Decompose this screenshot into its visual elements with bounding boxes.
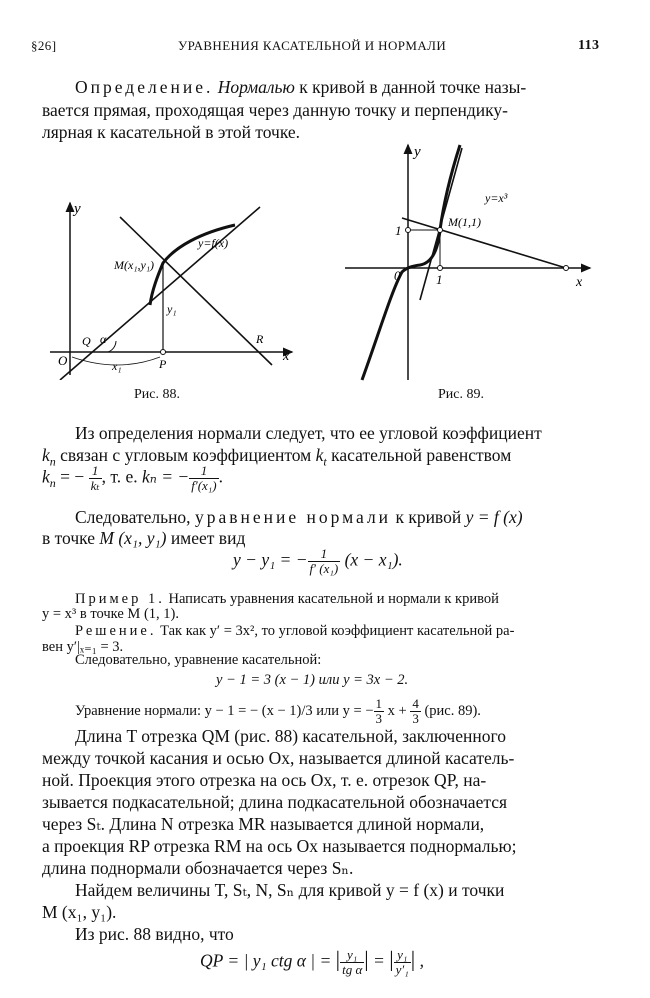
- eq-te: , т. е.: [101, 466, 142, 487]
- para2-text-2c: имеет вид: [166, 528, 246, 548]
- fig88-label-O: O: [58, 353, 68, 368]
- qp-fraction-2: [394, 948, 411, 977]
- point-P: [161, 350, 166, 355]
- qp-eq-a: QP = | y₁ ctg α | =: [200, 950, 336, 971]
- fraction-denominator: kₜ: [90, 478, 100, 493]
- fig88-label-curve: y=f(x): [198, 236, 229, 250]
- fig88-label-y: y: [74, 201, 81, 217]
- section-number: §26]: [31, 38, 57, 53]
- para1-equation: [42, 464, 223, 494]
- qp-equation: QP = | y₁ ctg α | = | $\frac{\text{y₁}}{\text{tg α}}$ | = | $\frac{\text{y₁}}{\text{y′₁}}$ | ,: [200, 946, 424, 977]
- para2-text-2a: в точке: [42, 528, 100, 548]
- fig88-label-alpha: α: [100, 332, 107, 346]
- qp-eq-b: =: [368, 950, 390, 971]
- angle-arc: [108, 341, 116, 352]
- para3-line-4: зывается подкасательной; длина подкасательной обозначается: [42, 792, 508, 812]
- definition-line-1-rest: к кривой в данной точке назы-: [299, 77, 527, 97]
- normal-equation: [233, 547, 403, 576]
- normal-eq-right: (x − x₁).: [340, 549, 403, 570]
- normal-eq-fraction: [308, 547, 341, 576]
- example-line-2: y = x³ в точке M (1, 1).: [42, 606, 179, 622]
- fraction-numerator: y₁: [394, 948, 411, 963]
- fraction-one-third: [374, 697, 385, 726]
- definition-line-2: вается прямая, проходящая через данную точку и перпендику-: [42, 100, 508, 120]
- fig89-label-y: y: [414, 144, 421, 160]
- fig89-label-curve: y=x³: [485, 191, 508, 205]
- fraction-denominator: tg α: [342, 962, 363, 977]
- fraction-numerator: 1: [89, 464, 102, 479]
- kt-subscript: t: [323, 454, 327, 469]
- example-line-5: Следовательно, уравнение касательной:: [75, 652, 322, 668]
- fig88-label-P: P: [159, 357, 167, 371]
- normal-eq-text-a: Уравнение нормали: y − 1 = − (x − 1)/3 или y = −: [75, 702, 374, 719]
- fig88-label-R: R: [256, 332, 264, 346]
- point-M: [438, 228, 443, 233]
- para1-text-b: связан с угловым коэффициентом: [55, 445, 316, 465]
- fig88-label-M: M(x₁,y₁): [114, 258, 154, 272]
- para3-line-7: длина поднормали обозначается через Sₙ.: [42, 858, 354, 878]
- solution-label: Решение.: [75, 623, 157, 639]
- figure-88-caption: Рис. 88.: [134, 387, 180, 402]
- para4-line-3: Из рис. 88 видно, что: [75, 924, 234, 944]
- fraction-denominator: 3: [412, 711, 419, 726]
- point-normal-x: [564, 266, 569, 271]
- tangent-line: [60, 207, 260, 380]
- point-M-expression: M (x₁, y₁): [99, 528, 167, 548]
- example-line-4: вен y′|ₓ₌₁ = 3.: [42, 639, 124, 655]
- para2-text-c: к кривой: [391, 507, 466, 527]
- example-line-3-rest: Так как y′ = 3x², то угловой коэффициент касательной ра-: [156, 623, 515, 639]
- fraction-denominator: 3: [375, 711, 383, 726]
- definition-line-3: лярная к касательной в этой точке.: [42, 122, 301, 142]
- normal-eq-left: y − y₁ = −: [233, 549, 308, 570]
- definition-line-1: [75, 76, 526, 98]
- example-line-1-rest: Написать уравнения касательной и нормали к кривой: [164, 591, 499, 607]
- example-label: Пример 1.: [75, 591, 165, 607]
- fig89-label-O: 0: [394, 268, 401, 283]
- fraction-denominator: f′(x₁): [191, 478, 217, 493]
- curve-cubic: [362, 145, 460, 380]
- eq-end: .: [218, 466, 224, 487]
- para2-text-a: Следовательно,: [75, 507, 195, 527]
- para1-line-1: Из определения нормали следует, что ее угловой коэффициент: [75, 423, 542, 443]
- fig88-label-Q: Q: [82, 334, 91, 348]
- fraction-1-over-fprime: [189, 464, 218, 493]
- eq-minus: = −: [55, 466, 89, 487]
- normal-eq-text-c: (рис. 89).: [420, 702, 481, 719]
- para4-line-1: Найдем величины T, Sₜ, N, Sₙ для кривой y = f (x) и точки: [75, 880, 505, 900]
- para3-line-2: между точкой касания и осью Ox, называется длиной касатель-: [42, 748, 515, 768]
- fig88-label-x: x: [283, 349, 290, 364]
- fraction-numerator: 1: [189, 464, 218, 479]
- running-head: УРАВНЕНИЯ КАСАТЕЛЬНОЙ И НОРМАЛИ: [178, 38, 447, 53]
- qp-eq-c: ,: [415, 950, 424, 971]
- qp-fraction-1: [340, 948, 364, 977]
- fraction-numerator: y₁: [340, 948, 364, 963]
- figure-89: [340, 140, 600, 385]
- para1-text-d: касательной равенством: [326, 445, 512, 465]
- fraction-1-over-kt: [89, 464, 102, 493]
- para3-line-3: ной. Проекция этого отрезка на ось Ox, т. е. отрезок QP, на-: [42, 770, 487, 790]
- fraction-denominator: y′₁: [395, 962, 409, 977]
- para4-line-2: M (x₁, y₁).: [42, 902, 117, 922]
- para2-line-1: [75, 506, 523, 528]
- fig88-label-y1: y₁: [167, 302, 177, 316]
- fig89-label-one-x: 1: [436, 272, 443, 287]
- fig88-label-x1: x₁: [112, 359, 122, 373]
- kn-symbol: k: [42, 445, 50, 465]
- fig89-label-one-y: 1: [395, 223, 402, 238]
- example-line-3: [75, 623, 514, 640]
- figure-88: [40, 195, 300, 380]
- fraction-numerator: 4: [412, 696, 419, 711]
- fraction-four-thirds: [410, 697, 421, 726]
- para2-line-2: [42, 527, 245, 549]
- normal-eq-text-b: x +: [384, 702, 411, 719]
- para3-line-6: а проекция RP отрезка RM на ось Ox называется поднормалью;: [42, 836, 517, 856]
- page-number: 113: [578, 38, 600, 53]
- kn-eq-symbol: k: [42, 466, 50, 487]
- kn-subscript: n: [49, 454, 56, 469]
- definition-label: Определение.: [75, 77, 214, 97]
- normal-equation-term: уравнение нормали: [194, 507, 392, 527]
- para3-line-5: через Sₜ. Длина N отрезка MR называется длиной нормали,: [42, 814, 485, 834]
- fraction-numerator: 1: [308, 547, 341, 562]
- fig89-label-x: x: [576, 275, 583, 290]
- normal-line: [402, 218, 566, 268]
- kn-eq-2: kₙ = −: [142, 466, 190, 487]
- definition-term: Нормалью: [217, 77, 295, 97]
- para3-line-1: Длина T отрезка QM (рис. 88) касательной, заключенного: [75, 726, 506, 746]
- tangent-equation: y − 1 = 3 (x − 1) или y = 3x − 2.: [216, 672, 409, 688]
- kn-eq-subscript: n: [49, 476, 56, 491]
- figure-89-caption: Рис. 89.: [438, 387, 484, 402]
- point-one-y: [406, 228, 411, 233]
- fraction-denominator: f′ (x₁): [309, 561, 339, 576]
- fraction-numerator: 1: [375, 696, 383, 711]
- fig89-label-M: M(1,1): [448, 215, 481, 229]
- normal-equation-example: [75, 697, 481, 726]
- kt-symbol: k: [315, 445, 324, 465]
- point-one-x: [438, 266, 443, 271]
- curve-expression: y = f (x): [465, 507, 523, 527]
